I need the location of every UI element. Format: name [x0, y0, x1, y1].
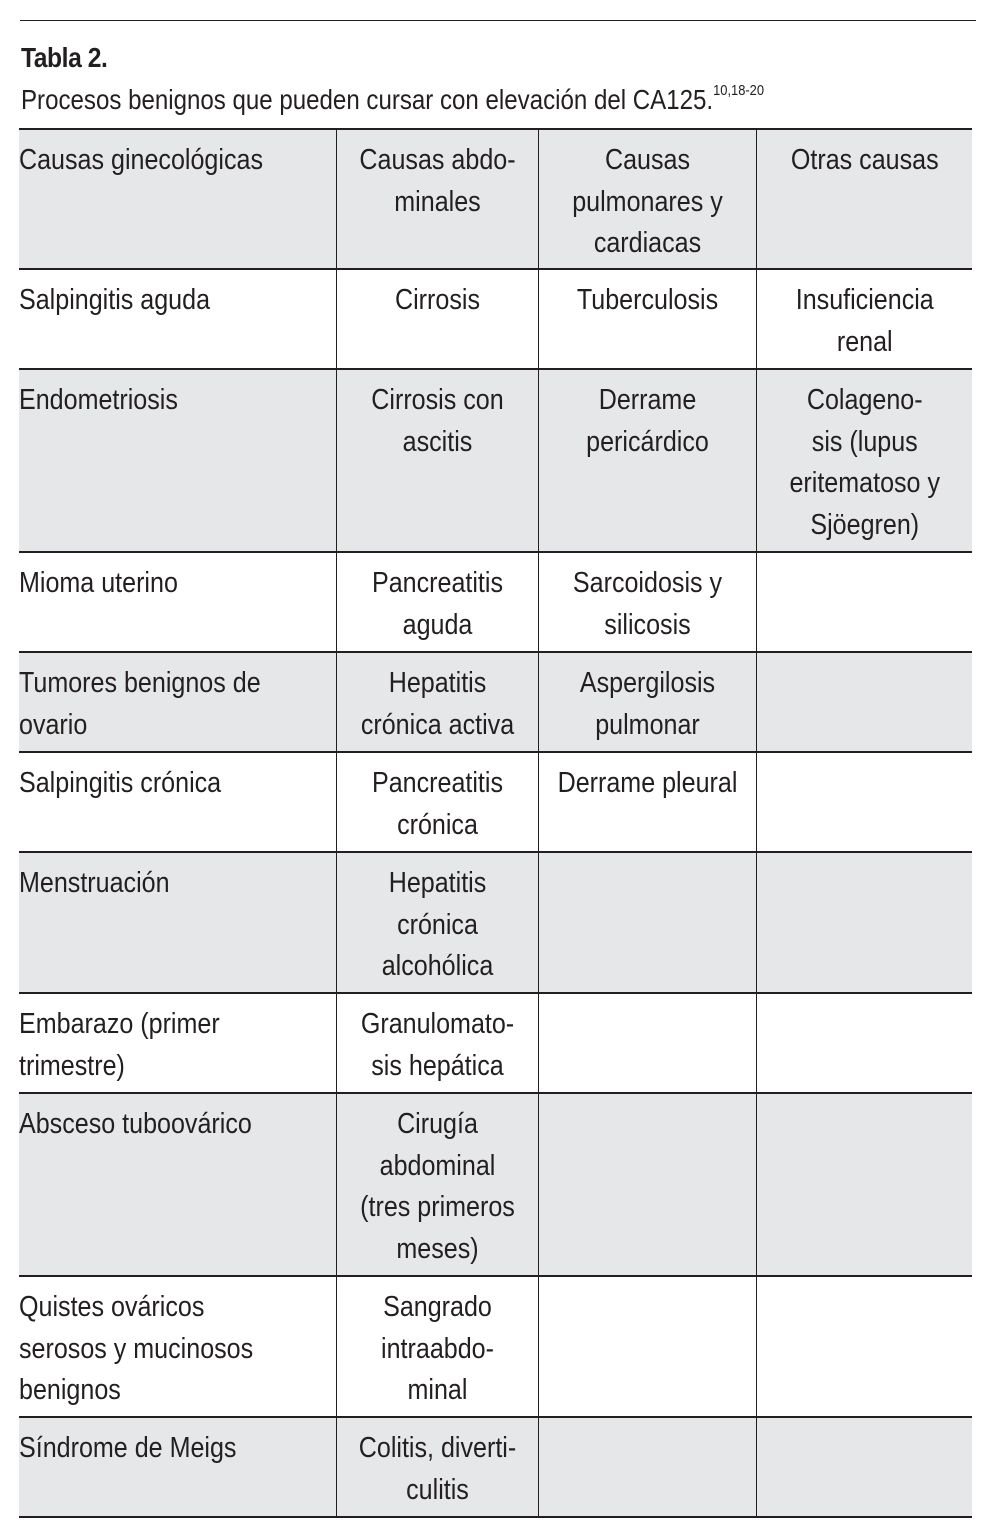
cell-line: Aspergilosis	[579, 667, 715, 699]
header-line: pulmonares y	[571, 185, 723, 218]
cell-line: abdominal	[379, 1149, 495, 1182]
pulmonary-cardiac-cell	[538, 369, 756, 552]
table-row	[19, 1093, 972, 1276]
abdominal-cell	[336, 1093, 538, 1276]
cell-line: sis (lupus	[811, 425, 918, 458]
table-subtitle-text: Procesos benignos que pueden cursar con elevación del CA125.	[21, 84, 714, 115]
cell-text	[769, 380, 959, 546]
table-row	[19, 993, 972, 1093]
cell-line: Tuberculosis	[576, 284, 718, 316]
table-row	[19, 752, 972, 852]
header-line: Otras causas	[790, 144, 939, 176]
cell-line: Quistes ováricos	[19, 1291, 205, 1323]
header-line: Causas ginecológicas	[19, 144, 263, 176]
gynecological-cell	[19, 369, 336, 552]
cell-line: ascitis	[402, 425, 472, 458]
other-cell	[756, 1093, 972, 1276]
abdominal-cell	[336, 269, 538, 369]
cell-text	[19, 563, 298, 605]
pulmonary-cardiac-cell	[538, 1093, 756, 1276]
pulmonary-cardiac-cell	[538, 1276, 756, 1417]
cell-text	[552, 380, 743, 463]
pulmonary-cardiac-cell	[538, 852, 756, 993]
cell-line: eritematoso y	[788, 467, 940, 499]
abdominal-cell	[336, 852, 538, 993]
cell-line: trimestre)	[19, 1049, 125, 1082]
gynecological-cell	[19, 269, 336, 369]
cell-line: Derrame	[598, 384, 696, 416]
abdominal-cell	[336, 993, 538, 1093]
cell-line: Derrame pleural	[557, 767, 737, 799]
cell-line: Colageno-	[806, 384, 923, 416]
header-line: minales	[393, 185, 481, 218]
header-row	[19, 129, 972, 269]
cell-text	[19, 1428, 298, 1470]
other-cell	[756, 369, 972, 552]
abdominal-cell	[336, 652, 538, 752]
cell-line: intraabdo-	[380, 1332, 494, 1365]
table-row	[19, 1276, 972, 1417]
cell-line: Insuficiencia	[795, 284, 934, 316]
cell-text	[349, 863, 526, 988]
abdominal-cell	[336, 552, 538, 652]
causes-table	[19, 128, 972, 1518]
header-line: Causas	[604, 144, 690, 176]
cell-text	[19, 863, 298, 905]
gynecological-cell	[19, 752, 336, 852]
cell-text	[19, 1287, 298, 1412]
cell-text	[552, 663, 743, 746]
cell-text	[349, 563, 526, 646]
cell-text	[349, 1287, 526, 1412]
cell-text	[19, 1104, 298, 1146]
table-row	[19, 269, 972, 369]
cell-line: Sarcoidosis y	[572, 567, 722, 599]
cell-text	[349, 1004, 526, 1087]
cell-line: Colitis, diverti-	[358, 1432, 516, 1464]
cell-text	[19, 663, 298, 746]
table-row	[19, 369, 972, 552]
abdominal-cell	[336, 1276, 538, 1417]
cell-line: Salpingitis aguda	[19, 284, 211, 316]
cell-line: Mioma uterino	[19, 567, 178, 599]
header-line: Causas abdo-	[358, 144, 516, 176]
cell-line: Salpingitis crónica	[19, 767, 222, 799]
cell-line: Absceso tuboovárico	[19, 1108, 252, 1140]
header-abdominal	[336, 129, 538, 269]
cell-line: sis hepática	[370, 1049, 504, 1082]
cell-text	[349, 663, 526, 746]
reference-superscript: 10,18-20	[713, 82, 765, 99]
cell-line: Cirrosis con	[370, 384, 504, 416]
gynecological-cell	[19, 652, 336, 752]
cell-line: Cirrosis	[394, 284, 480, 316]
other-cell	[756, 752, 972, 852]
table-subtitle	[21, 82, 764, 118]
cell-line: Embarazo (primer	[19, 1008, 220, 1040]
other-cell	[756, 552, 972, 652]
cell-text	[19, 280, 298, 322]
pulmonary-cardiac-cell	[538, 652, 756, 752]
cell-line: crónica	[396, 808, 478, 841]
pulmonary-cardiac-cell	[538, 752, 756, 852]
other-cell	[756, 652, 972, 752]
table-row	[19, 652, 972, 752]
pulmonary-cardiac-cell	[538, 552, 756, 652]
gynecological-cell	[19, 852, 336, 993]
cell-line: meses)	[395, 1232, 479, 1265]
cell-text	[349, 280, 526, 322]
other-cell	[756, 1417, 972, 1517]
other-cell	[756, 1276, 972, 1417]
cell-line: Hepatitis	[388, 667, 486, 699]
cell-line: crónica activa	[360, 708, 514, 741]
cell-line: aguda	[402, 608, 472, 641]
gynecological-cell	[19, 993, 336, 1093]
gynecological-cell	[19, 1276, 336, 1417]
table-row	[19, 852, 972, 993]
cell-line: renal	[836, 325, 893, 358]
top-rule	[20, 20, 976, 21]
abdominal-cell	[336, 752, 538, 852]
table-title: Tabla 2.	[21, 42, 108, 73]
cell-text	[349, 763, 526, 846]
cell-text	[552, 563, 743, 646]
other-cell	[756, 993, 972, 1093]
gynecological-cell	[19, 1417, 336, 1517]
cell-line: Sjöegren)	[809, 508, 919, 541]
cell-line: alcohólica	[381, 950, 493, 982]
header-line: cardiacas	[593, 227, 701, 259]
cell-line: Pancreatitis	[371, 767, 503, 799]
cell-line: Hepatitis	[388, 867, 486, 899]
pulmonary-cardiac-cell	[538, 1417, 756, 1517]
gynecological-cell	[19, 1093, 336, 1276]
pulmonary-cardiac-cell	[538, 993, 756, 1093]
cell-text	[552, 280, 743, 322]
cell-text	[349, 1428, 526, 1511]
cell-text	[552, 763, 743, 805]
other-cell	[756, 852, 972, 993]
cell-line: Tumores benignos de	[19, 667, 261, 699]
header-text	[19, 140, 298, 182]
header-other	[756, 129, 972, 269]
cell-line: Granulomato-	[360, 1008, 514, 1040]
table-row	[19, 1417, 972, 1517]
cell-line: serosos y mucinosos	[19, 1332, 254, 1365]
cell-line: pulmonar	[594, 708, 700, 741]
cell-line: silicosis	[603, 608, 691, 641]
cell-line: pericárdico	[585, 425, 709, 458]
table-body	[19, 269, 972, 1517]
abdominal-cell	[336, 369, 538, 552]
other-cell	[756, 269, 972, 369]
cell-line: benignos	[19, 1374, 121, 1406]
cell-line: Menstruación	[19, 867, 170, 899]
cell-text	[769, 280, 959, 363]
table-row	[19, 552, 972, 652]
header-pulmonary-cardiac	[538, 129, 756, 269]
cell-line: Síndrome de Meigs	[19, 1432, 237, 1464]
cell-text	[19, 763, 298, 805]
cell-line: Endometriosis	[19, 384, 178, 416]
abdominal-cell	[336, 1417, 538, 1517]
cell-line: Sangrado	[382, 1291, 492, 1323]
cell-line: Pancreatitis	[371, 567, 503, 599]
cell-text	[19, 380, 298, 422]
cell-line: (tres primeros	[359, 1191, 515, 1223]
cell-line: crónica	[396, 908, 478, 941]
gynecological-cell	[19, 552, 336, 652]
header-gynecological	[19, 129, 336, 269]
cell-line: minal	[407, 1374, 467, 1406]
cell-line: Cirugía	[396, 1108, 478, 1140]
cell-line: ovario	[19, 708, 88, 741]
cell-line: culitis	[405, 1473, 469, 1506]
cell-text	[19, 1004, 298, 1087]
header-text	[552, 140, 743, 265]
header-text	[769, 140, 959, 182]
cell-text	[349, 380, 526, 463]
cell-text	[349, 1104, 526, 1270]
header-text	[349, 140, 526, 223]
pulmonary-cardiac-cell	[538, 269, 756, 369]
